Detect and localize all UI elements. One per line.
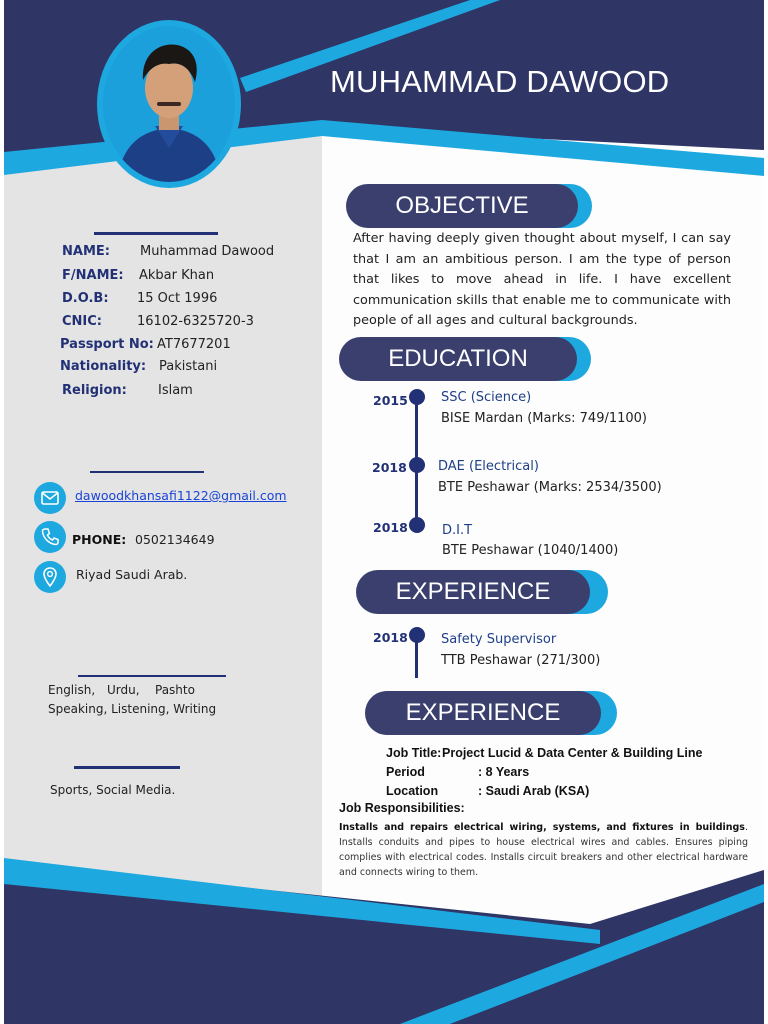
education-title-dit: D.I.T <box>442 523 473 538</box>
personal-value-fname: Akbar Khan <box>139 268 215 283</box>
location-value: : Saudi Arab (KSA) <box>478 784 590 798</box>
hobbies-text: Sports, Social Media. <box>50 783 176 797</box>
education-title-dae: DAE (Electrical) <box>438 459 539 474</box>
personal-value-cnic: 16102-6325720-3 <box>137 314 254 329</box>
location-pin-icon <box>34 561 66 593</box>
education-year: 2018 <box>372 460 407 475</box>
period-value: : 8 Years <box>478 765 530 779</box>
personal-label-passport: Passport No: <box>60 337 154 352</box>
email-icon <box>34 482 66 514</box>
job-title-value: Project Lucid & Data Center & Building Line <box>442 746 703 760</box>
education-sub-dae: BTE Peshawar (Marks: 2534/3500) <box>438 480 662 495</box>
education-sub-ssc: BISE Mardan (Marks: 749/1100) <box>441 411 648 426</box>
period-label: Period <box>386 765 425 779</box>
objective-title: OBJECTIVE <box>346 184 578 228</box>
responsibilities-title: Job Responsibilities: <box>339 801 465 815</box>
language-urdu: Urdu, <box>107 683 140 697</box>
languages-divider <box>78 675 226 677</box>
experience-employer: TTB Peshawar (271/300) <box>441 653 601 668</box>
responsibilities-text <box>339 820 748 880</box>
phone-label: PHONE: <box>72 532 127 547</box>
language-english: English, <box>48 683 96 697</box>
education-year: 2018 <box>373 520 408 535</box>
personal-label-name: NAME: <box>62 244 110 259</box>
personal-divider <box>94 232 218 235</box>
experience-title: EXPERIENCE <box>356 570 590 614</box>
person-portrait-icon <box>103 26 235 182</box>
timeline-dot <box>409 457 425 473</box>
language-pashto: Pashto <box>155 683 195 697</box>
personal-label-religion: Religion: <box>62 383 127 398</box>
avatar <box>103 26 235 182</box>
education-sub-dit: BTE Peshawar (1040/1400) <box>442 543 619 558</box>
language-skills: Speaking, Listening, Writing <box>48 702 217 716</box>
hobbies-divider <box>74 766 180 769</box>
location-label: Location <box>386 784 439 798</box>
job-title-label: Job Title: <box>386 746 442 760</box>
personal-label-dob: D.O.B: <box>62 291 109 306</box>
responsibilities-rest: . Installs conduits and pipes to house electrical wires and cables. Ensures piping complies with electrical codes. Installs circuit breakers and other electrical hardware and connects wiring to them. <box>339 822 748 878</box>
objective-text: After having deeply given thought about myself, I can say that I am an ambitious person. I am the type of person that likes to move ahead in life. I have excellent communication skills that enable me to communicate with people of all ages and cultural backgrounds. <box>353 231 731 328</box>
profile-photo <box>97 20 241 188</box>
personal-value-passport: AT7677201 <box>157 337 231 352</box>
timeline-dot <box>409 517 425 533</box>
location-text: Riyad Saudi Arab. <box>76 567 188 582</box>
personal-value-nationality: Pakistani <box>159 359 218 374</box>
timeline-dot <box>409 627 425 643</box>
personal-label-nationality: Nationality: <box>60 359 147 374</box>
timeline-dot <box>409 389 425 405</box>
phone-icon <box>34 521 66 553</box>
education-title: EDUCATION <box>339 337 577 381</box>
personal-value-dob: 15 Oct 1996 <box>137 291 218 306</box>
personal-value-name: Muhammad Dawood <box>140 244 275 259</box>
candidate-name: MUHAMMAD DAWOOD <box>330 64 670 99</box>
responsibilities-lead: Installs and repairs electrical wiring, systems, and fixtures in buildings <box>339 822 745 833</box>
personal-value-religion: Islam <box>158 383 193 398</box>
experience-role: Safety Supervisor <box>441 632 557 647</box>
education-title-ssc: SSC (Science) <box>441 390 532 405</box>
education-year: 2015 <box>373 393 408 408</box>
phone-value: 0502134649 <box>135 532 215 547</box>
experience-year: 2018 <box>373 630 408 645</box>
personal-label-fname: F/NAME: <box>62 268 124 283</box>
email-link[interactable]: dawoodkhansafi1122@gmail.com <box>75 488 287 503</box>
contact-divider <box>90 471 204 473</box>
experience-title-2: EXPERIENCE <box>365 691 601 735</box>
personal-label-cnic: CNIC: <box>62 314 102 329</box>
